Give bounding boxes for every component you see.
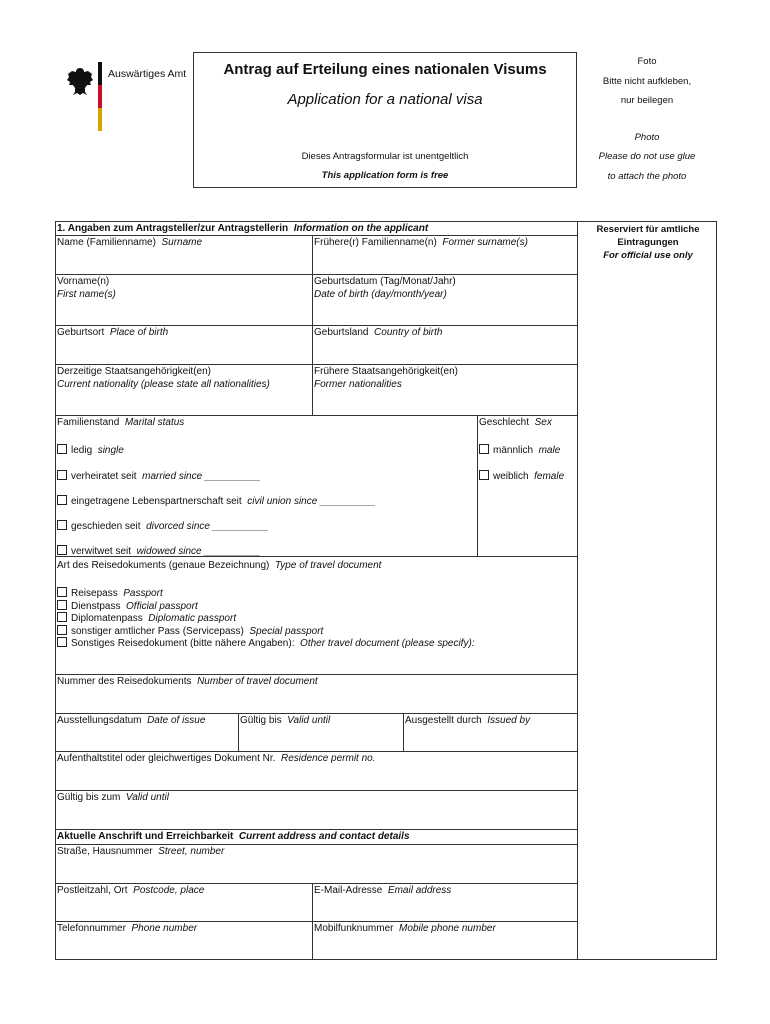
section-1-title: 1. Angaben zum Antragsteller/zur Antragstellerin Information on the applicant	[57, 223, 429, 234]
official-use-box: Reserviert für amtliche Eintragungen For official use only	[596, 224, 700, 261]
country-of-birth-field[interactable]: Geburtsland Country of birth	[314, 327, 443, 338]
doc-special-passport-option[interactable]: sonstiger amtlicher Pass (Servicepass) Special passport	[57, 625, 323, 639]
former-nationality-field[interactable]: Frühere Staatsangehörigkeit(en) Former nationalities	[314, 366, 458, 390]
checkbox[interactable]	[57, 520, 67, 530]
checkbox[interactable]	[57, 545, 67, 555]
photo-line: Foto	[637, 56, 657, 67]
travel-document-type-label: Art des Reisedokuments (genaue Bezeichnung) Type of travel document	[57, 560, 382, 571]
surname-field[interactable]: Name (Familienname) Surname	[57, 237, 203, 248]
issued-by-field[interactable]: Ausgestellt durch Issued by	[405, 715, 531, 726]
permit-valid-until-field[interactable]: Gültig bis zum Valid until	[57, 792, 169, 803]
mobile-field[interactable]: Mobilfunknummer Mobile phone number	[314, 923, 496, 934]
doc-official-passport-option[interactable]: Dienstpass Official passport	[57, 600, 198, 614]
doc-diplomatic-passport-option[interactable]: Diplomatenpass Diplomatic passport	[57, 612, 236, 626]
checkbox[interactable]	[57, 637, 67, 647]
date-of-issue-field[interactable]: Ausstellungsdatum Date of issue	[57, 715, 206, 726]
photo-line: Please do not use glue	[598, 151, 696, 162]
document-number-field[interactable]: Nummer des Reisedokuments Number of travel document	[57, 676, 318, 687]
photo-line: Bitte nicht aufkleben,	[602, 75, 692, 87]
free-notice-german: Dieses Antragsformular ist unentgeltlich	[301, 151, 469, 162]
doc-other-option[interactable]: Sonstiges Reisedokument (bitte nähere Angaben): Other travel document (please specify):	[57, 637, 475, 651]
postcode-field[interactable]: Postleitzahl, Ort Postcode, place	[57, 885, 205, 896]
photo-instructions	[584, 52, 710, 186]
place-of-birth-field[interactable]: Geburtsort Place of birth	[57, 327, 169, 338]
marital-divorced-option[interactable]: geschieden seit divorced since __________	[57, 520, 268, 534]
checkbox[interactable]	[479, 444, 489, 454]
free-notice-english: This application form is free	[321, 170, 449, 181]
checkbox[interactable]	[57, 444, 67, 454]
checkbox[interactable]	[57, 495, 67, 505]
sex-female-option[interactable]: weiblich female	[479, 470, 564, 484]
sex-male-option[interactable]: männlich male	[479, 444, 560, 458]
sex-label: Geschlecht Sex	[479, 417, 552, 428]
photo-line: nur beilegen	[620, 95, 674, 106]
checkbox[interactable]	[479, 470, 489, 480]
valid-until-field[interactable]: Gültig bis Valid until	[240, 715, 331, 726]
ministry-logo	[60, 62, 190, 132]
marital-single-option[interactable]: ledig single	[57, 444, 124, 458]
checkbox[interactable]	[57, 470, 67, 480]
title-german: Antrag auf Erteilung eines nationalen Visums	[223, 61, 547, 78]
marital-civil-union-option[interactable]: eingetragene Lebenspartnerschaft seit civil union since __________	[57, 495, 376, 509]
phone-field[interactable]: Telefonnummer Phone number	[57, 923, 198, 934]
title-box	[193, 52, 577, 188]
checkbox[interactable]	[57, 612, 67, 622]
title-english: Application for a national visa	[287, 91, 483, 108]
flag-stripe	[98, 62, 102, 132]
checkbox[interactable]	[57, 600, 67, 610]
checkbox[interactable]	[57, 587, 67, 597]
photo-line: to attach the photo	[607, 170, 687, 182]
first-name-field[interactable]: Vorname(n) First name(s)	[57, 276, 116, 300]
checkbox[interactable]	[57, 625, 67, 635]
residence-permit-field[interactable]: Aufenthaltstitel oder gleichwertiges Dokument Nr. Residence permit no.	[57, 753, 376, 764]
doc-passport-option[interactable]: Reisepass Passport	[57, 587, 163, 601]
ministry-name: Auswärtiges Amt	[108, 68, 187, 80]
application-form	[55, 221, 717, 960]
photo-line: Photo	[634, 131, 660, 143]
date-of-birth-field[interactable]: Geburtsdatum (Tag/Monat/Jahr) Date of birth (day/month/year)	[314, 276, 456, 300]
email-field[interactable]: E-Mail-Adresse Email address	[314, 885, 452, 896]
address-section-title: Aktuelle Anschrift und Erreichbarkeit Current address and contact details	[57, 831, 410, 842]
street-field[interactable]: Straße, Hausnummer Street, number	[57, 846, 225, 857]
former-surname-field[interactable]: Frühere(r) Familienname(n) Former surname(s)	[314, 237, 528, 248]
federal-eagle-icon	[66, 66, 94, 96]
marital-status-label: Familienstand Marital status	[57, 417, 185, 428]
nationality-field[interactable]: Derzeitige Staatsangehörigkeit(en) Current nationality (please state all nationalities)	[57, 366, 270, 390]
marital-widowed-option[interactable]: verwitwet seit widowed since __________	[57, 545, 260, 559]
marital-married-option[interactable]: verheiratet seit married since __________	[57, 470, 261, 484]
